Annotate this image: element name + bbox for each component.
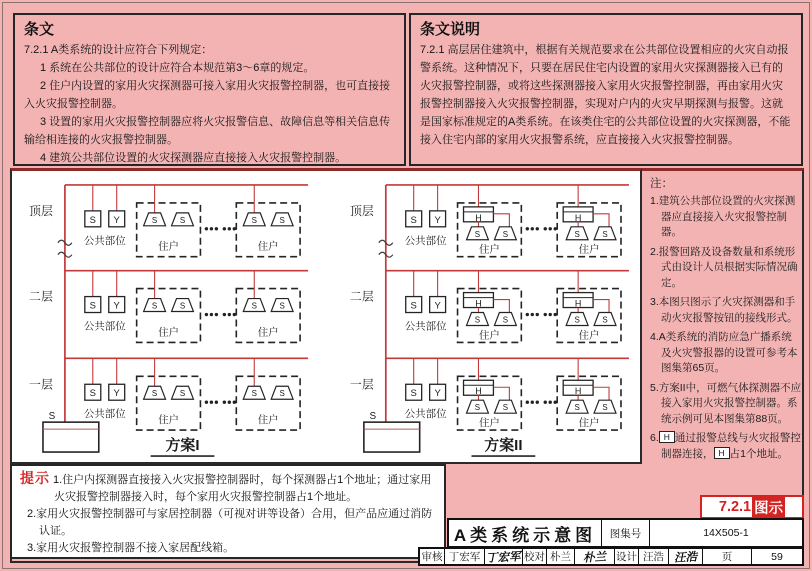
svg-text:S: S bbox=[151, 215, 158, 225]
resident-label: 住户 bbox=[578, 418, 600, 430]
reviewer-signature: 丁宏军 bbox=[486, 550, 522, 564]
provision-paragraph: 1 系统在公共部位的设计应符合本规范第3～6章的规定。 bbox=[40, 62, 315, 74]
svg-text:H: H bbox=[574, 298, 582, 309]
floor-label: 二层 bbox=[349, 289, 374, 304]
provisions-title: 条文 bbox=[24, 21, 55, 38]
resident-label: 住户 bbox=[158, 241, 180, 253]
ellipsis-dot bbox=[531, 227, 534, 230]
resident-unit bbox=[557, 185, 621, 257]
public-area-label: 公共部位 bbox=[83, 409, 126, 421]
svg-text:S: S bbox=[251, 301, 257, 311]
ellipsis-dot bbox=[210, 227, 213, 230]
svg-text:S: S bbox=[410, 214, 417, 226]
resident-label: 住户 bbox=[578, 244, 600, 256]
svg-text:H: H bbox=[574, 386, 582, 397]
svg-text:Y: Y bbox=[113, 388, 120, 400]
public-area-label: 公共部位 bbox=[404, 235, 447, 247]
figure-tag bbox=[700, 495, 804, 519]
svg-text:S: S bbox=[179, 301, 186, 311]
ellipsis-dot bbox=[544, 313, 547, 316]
floor-label: 二层 bbox=[29, 289, 53, 304]
svg-text:S: S bbox=[279, 301, 285, 311]
svg-text:Y: Y bbox=[434, 388, 441, 400]
ellipsis-dot bbox=[536, 401, 539, 404]
resident-label: 住户 bbox=[257, 327, 279, 339]
svg-text:S: S bbox=[410, 300, 417, 312]
svg-text:S: S bbox=[574, 229, 580, 239]
svg-text:S: S bbox=[410, 388, 417, 400]
tip-item: 3.家用火灾报警控制器不接入家居配线箱。 bbox=[27, 542, 235, 554]
atlas-no-value: 14X505-1 bbox=[649, 520, 802, 546]
drawing-title: A类系统示意图 bbox=[453, 525, 597, 545]
svg-text:S: S bbox=[89, 388, 96, 400]
explanation-body bbox=[420, 41, 792, 149]
designer-name: 汪浩 bbox=[638, 549, 668, 564]
riser-signal-label: S bbox=[369, 411, 377, 423]
public-area-label: 公共部位 bbox=[404, 409, 447, 421]
ellipsis-dot bbox=[228, 227, 231, 230]
ellipsis-dot bbox=[526, 227, 529, 230]
resident-unit bbox=[236, 358, 300, 430]
title-block-credits bbox=[418, 547, 804, 566]
ellipsis-dot bbox=[531, 401, 534, 404]
floor-row bbox=[350, 271, 629, 343]
ellipsis-dot bbox=[549, 401, 552, 404]
ellipsis-dot bbox=[531, 313, 534, 316]
floor-label: 顶层 bbox=[349, 203, 374, 218]
resident-unit bbox=[236, 185, 300, 257]
resident-label: 住户 bbox=[257, 415, 279, 427]
ellipsis-dot bbox=[554, 401, 557, 404]
scheme-label: 方案II bbox=[484, 437, 523, 455]
ellipsis-dot bbox=[526, 401, 529, 404]
note-item: 6. H 通过报警总线与火灾报警控制器连接， H 占1个地址。 bbox=[650, 432, 801, 460]
floor-row bbox=[29, 185, 308, 257]
svg-text:H: H bbox=[475, 212, 482, 223]
ellipsis-dot bbox=[210, 401, 213, 404]
title-block bbox=[447, 518, 804, 548]
svg-text:S: S bbox=[602, 403, 608, 413]
resident-label: 住户 bbox=[478, 330, 500, 342]
ellipsis-dot bbox=[205, 227, 208, 230]
svg-text:S: S bbox=[151, 389, 158, 399]
floor-label: 一层 bbox=[29, 377, 53, 392]
ellipsis-dot bbox=[228, 401, 231, 404]
floor-row bbox=[29, 358, 308, 430]
tip-item: 提示 1.住户内探测器直接接入火灾报警控制器时，每个探测器占1个地址；通过家用火灾报警控制器接入时，每个家用火灾报警控制器占1个地址。 bbox=[20, 470, 432, 503]
public-area-label: 公共部位 bbox=[404, 321, 447, 333]
ellipsis-dot bbox=[223, 313, 226, 316]
note-item: 1.建筑公共部位设置的火灾探测器应直接接入火灾报警控制器。 bbox=[650, 195, 796, 238]
floor-row bbox=[29, 271, 308, 343]
svg-text:H: H bbox=[475, 298, 482, 309]
svg-text:S: S bbox=[502, 315, 509, 325]
ellipsis-dot bbox=[215, 401, 218, 404]
resident-label: 住户 bbox=[578, 330, 600, 342]
resident-label: 住户 bbox=[478, 418, 500, 430]
figure-tag-chip: 图示 bbox=[752, 497, 785, 518]
checker-name: 朴兰 bbox=[546, 549, 574, 564]
ellipsis-dot bbox=[210, 313, 213, 316]
ellipsis-dot bbox=[536, 313, 539, 316]
provisions-section bbox=[13, 13, 406, 166]
reviewer-name: 丁宏军 bbox=[444, 549, 484, 564]
ellipsis-dot bbox=[215, 313, 218, 316]
ellipsis-dot bbox=[228, 313, 231, 316]
resident-unit bbox=[137, 358, 201, 430]
fire-alarm-control-panel-icon bbox=[43, 422, 99, 452]
svg-text:S: S bbox=[279, 389, 285, 399]
ellipsis-dot bbox=[554, 313, 557, 316]
designer-signature: 汪浩 bbox=[673, 550, 698, 564]
svg-text:S: S bbox=[279, 215, 285, 225]
svg-text:S: S bbox=[602, 315, 608, 325]
resident-unit bbox=[137, 185, 201, 257]
svg-text:H: H bbox=[475, 386, 482, 397]
provision-paragraph: 7.2.1 A类系统的设计应符合下列规定： bbox=[24, 44, 213, 56]
ellipsis-dot bbox=[233, 401, 236, 404]
resident-unit bbox=[458, 185, 522, 257]
svg-text:S: S bbox=[474, 229, 481, 239]
svg-text:S: S bbox=[574, 315, 580, 325]
ellipsis-dot bbox=[526, 313, 529, 316]
ellipsis-dot bbox=[544, 401, 547, 404]
notes-column bbox=[650, 175, 802, 466]
ellipsis-dot bbox=[233, 313, 236, 316]
resident-unit bbox=[557, 358, 621, 430]
provision-paragraph: 2 住户内设置的家用火灾探测器可接入家用火灾报警控制器，也可直接接入火灾报警控制器。 bbox=[24, 80, 391, 110]
provisions-body bbox=[24, 41, 395, 166]
system-schematic-svg bbox=[12, 171, 640, 462]
floor-row bbox=[350, 358, 629, 430]
ellipsis-dot bbox=[223, 227, 226, 230]
floor-label: 一层 bbox=[349, 377, 374, 392]
check-label: 校对 bbox=[524, 551, 545, 563]
fire-alarm-control-panel-icon bbox=[364, 422, 420, 452]
svg-text:S: S bbox=[502, 229, 509, 239]
scheme-2-diagram bbox=[350, 185, 629, 456]
notes-title: 注： bbox=[650, 178, 673, 190]
provision-paragraph: 4 建筑公共部位设置的火灾探测器应直接接入火灾报警控制器。 bbox=[40, 152, 347, 164]
ellipsis-dot bbox=[233, 227, 236, 230]
tips-body bbox=[20, 470, 436, 557]
resident-unit bbox=[236, 271, 300, 343]
scheme-1-diagram bbox=[29, 185, 308, 456]
checker-signature: 朴兰 bbox=[582, 550, 607, 564]
svg-text:S: S bbox=[89, 214, 96, 226]
svg-text:S: S bbox=[602, 229, 608, 239]
household-controller-inline-icon: H bbox=[659, 431, 675, 443]
notes-body bbox=[650, 194, 802, 462]
svg-text:H: H bbox=[574, 212, 582, 223]
explanation-section bbox=[409, 13, 803, 166]
svg-text:S: S bbox=[251, 389, 257, 399]
ellipsis-dot bbox=[205, 313, 208, 316]
ellipsis-dot bbox=[544, 227, 547, 230]
svg-text:Y: Y bbox=[434, 214, 441, 226]
page-number: 59 bbox=[751, 549, 802, 564]
resident-unit bbox=[557, 271, 621, 343]
ellipsis-dot bbox=[223, 401, 226, 404]
resident-unit bbox=[458, 358, 522, 430]
note-item: 3.本图只图示了火灾探测器和手动火灾报警按钮的接线形式。 bbox=[650, 296, 798, 324]
note-item: 5.方案II中，可燃气体探测器不应接入家用火灾报警控制器。系统示例可见本图集第88页。 bbox=[650, 381, 802, 425]
svg-text:Y: Y bbox=[434, 300, 441, 312]
note-item: 4.A类系统的消防应急广播系统及火灾警报器的设置可参考本图集第65页。 bbox=[650, 331, 798, 374]
svg-text:Y: Y bbox=[113, 300, 120, 312]
svg-text:S: S bbox=[179, 389, 186, 399]
provision-paragraph: 3 设置的家用火灾报警控制器应将火灾报警信息、故障信息等相关信息传输给相连接的火灾报警控制器。 bbox=[24, 116, 391, 146]
svg-text:S: S bbox=[251, 215, 257, 225]
svg-text:Y: Y bbox=[113, 214, 120, 226]
public-area-label: 公共部位 bbox=[83, 321, 126, 333]
floor-label: 顶层 bbox=[29, 203, 53, 218]
svg-text:S: S bbox=[574, 403, 580, 413]
svg-text:S: S bbox=[474, 403, 481, 413]
ellipsis-dot bbox=[215, 227, 218, 230]
public-area-label: 公共部位 bbox=[83, 235, 126, 247]
page-label: 页 bbox=[702, 549, 751, 564]
tip-item: 2.家用火灾报警控制器可与家居控制器（可视对讲等设备）合用，但产品应通过消防认证。 bbox=[27, 508, 433, 537]
svg-text:S: S bbox=[151, 301, 158, 311]
tips-section bbox=[10, 464, 446, 559]
ellipsis-dot bbox=[536, 227, 539, 230]
resident-label: 住户 bbox=[158, 415, 180, 427]
ellipsis-dot bbox=[554, 227, 557, 230]
scheme-label: 方案I bbox=[165, 437, 200, 455]
system-diagram bbox=[10, 168, 642, 464]
atlas-no-label: 图集号 bbox=[601, 520, 649, 546]
ellipsis-dot bbox=[549, 227, 552, 230]
explanation-title: 条文说明 bbox=[420, 21, 481, 38]
riser-signal-label: S bbox=[48, 411, 56, 423]
household-controller-inline-icon: H bbox=[714, 447, 730, 459]
design-label: 设计 bbox=[616, 551, 637, 563]
svg-text:S: S bbox=[89, 300, 96, 312]
tips-label: 提示 bbox=[20, 470, 50, 486]
resident-label: 住户 bbox=[257, 241, 279, 253]
explanation-paragraph: 7.2.1 高层居住建筑中，根据有关规范要求在公共部位设置相应的火灾自动报警系统。这种情况下，只要在居民住宅内设置的家用火灾探测器接入已有的火灾报警控制器，或将这些探测器接入家用火灾报警控制器，再由家用火灾报警控制器接入火灾报警控制器，实现对户内的火灾早期探测与报警。这就是国家标准规定的A类系统。在该类住宅的公共部位设置的火灾探测器，不能接入住宅内部的家用火灾报警系统，应直接接入火灾报警控制器。 bbox=[420, 44, 791, 146]
resident-label: 住户 bbox=[158, 327, 180, 339]
resident-unit bbox=[137, 271, 201, 343]
review-label: 审核 bbox=[421, 551, 443, 563]
svg-text:S: S bbox=[179, 215, 186, 225]
resident-unit bbox=[458, 271, 522, 343]
svg-text:S: S bbox=[474, 315, 481, 325]
ellipsis-dot bbox=[205, 401, 208, 404]
svg-text:S: S bbox=[502, 403, 509, 413]
floor-row bbox=[350, 185, 629, 257]
ellipsis-dot bbox=[549, 313, 552, 316]
note-item: 2.报警回路及设备数量和系统形式由设计人员根据实际情况确定。 bbox=[650, 245, 798, 289]
resident-label: 住户 bbox=[478, 244, 500, 256]
figure-tag-number: 7.2.1 bbox=[718, 499, 752, 515]
